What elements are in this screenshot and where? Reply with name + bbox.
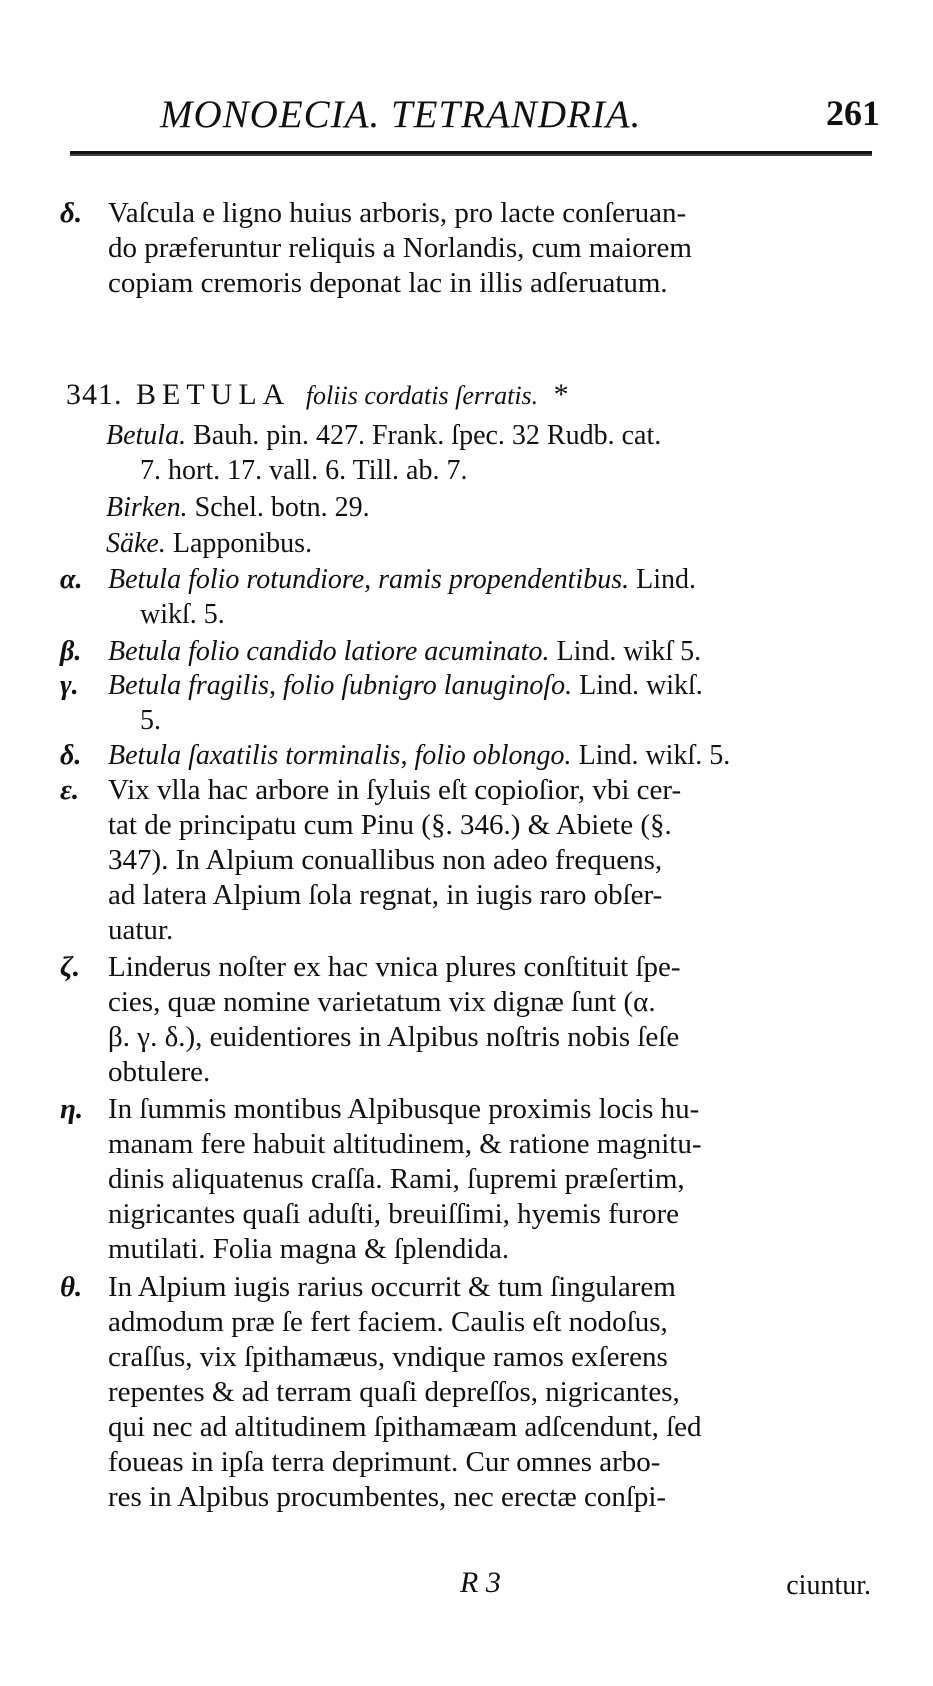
species-number: 341. — [66, 378, 123, 411]
paragraph-text — [108, 773, 880, 948]
text-line: uatur. — [108, 914, 174, 946]
text-line: repentes & ad terram quaſi depreſſos, nigricantes, — [108, 1376, 680, 1408]
variety-name: Betula folio rotundiore, ramis propendentibus. — [108, 564, 630, 595]
variety-ref: Lind. wikſ. — [579, 670, 703, 701]
note-paragraph — [60, 1092, 880, 1267]
text-line: Vaſcula e ligno huius arboris, pro lacte conſeruan- — [108, 197, 687, 229]
text-line: foueas in ipſa terra deprimunt. Cur omnes arbo- — [108, 1446, 661, 1478]
variety-ref: Lind. — [636, 564, 696, 595]
variety-ref: Lind. wikſ 5. — [556, 636, 702, 667]
variety-name: Betula ſaxatilis torminalis, folio oblongo. — [108, 740, 572, 771]
text-line: ad latera Alpium ſola regnat, in iugis raro obſer- — [108, 879, 663, 911]
text-line: manam fere habuit altitudinem, & ratione magnitu- — [108, 1128, 702, 1160]
text-line: nigricantes quaſi aduſti, breuiſſimi, hyemis furore — [108, 1198, 679, 1230]
variety-marker: α. — [60, 564, 83, 595]
header-rule — [70, 151, 872, 156]
variety-name: Betula folio candido latiore acuminato. — [108, 636, 550, 667]
text-line: craſſus, vix ſpithamæus, vndique ramos exſerens — [108, 1341, 668, 1373]
intro-paragraph — [60, 196, 880, 301]
text-line: admodum præ ſe fert faciem. Caulis eſt nodoſus, — [108, 1306, 668, 1338]
synonym-name: Betula. — [106, 420, 187, 451]
text-line: qui nec ad altitudinem ſpithamæam adſcendunt, ſed — [108, 1411, 702, 1443]
species-heading — [66, 378, 886, 412]
variety-marker: β. — [60, 636, 82, 667]
genus-name: BETULA — [136, 378, 291, 411]
text-line: Linderus noſter ex hac vnica plures conſtituit ſpe- — [108, 951, 681, 983]
star-mark: * — [553, 378, 569, 411]
synonym-ref: Bauh. pin. 427. Frank. ſpec. 32 Rudb. cat. — [193, 420, 662, 451]
paragraph-marker: θ. — [60, 1271, 83, 1303]
catchword: ciuntur. — [786, 1570, 871, 1601]
text-line: copiam cremoris deponat lac in illis adſeruatum. — [108, 267, 668, 299]
synonym-line — [106, 418, 866, 453]
text-line: res in Alpibus procumbentes, nec erectæ conſpi- — [108, 1481, 667, 1513]
synonym-line — [106, 526, 866, 561]
synonym-name: Birken. — [106, 492, 188, 523]
page-header — [60, 92, 880, 142]
synonym-ref: Lapponibus. — [172, 528, 313, 559]
paragraph-text — [108, 196, 880, 301]
page-number: 261 — [826, 93, 880, 133]
text-line: dinis aliquatenus craſſa. Rami, ſupremi præſertim, — [108, 1163, 685, 1195]
variety-marker: δ. — [60, 740, 82, 771]
variety-ref-cont: 5. — [140, 705, 161, 736]
paragraph-text — [108, 1270, 880, 1515]
note-paragraph — [60, 1270, 880, 1515]
variety-ref-cont: wikſ. 5. — [140, 599, 225, 630]
variety-name: Betula fragilis, folio ſubnigro lanuginoſo. — [108, 670, 573, 701]
variety-marker: γ. — [60, 670, 79, 701]
paragraph-text — [108, 950, 880, 1090]
variety-ref: Lind. wikſ. 5. — [578, 740, 731, 771]
signature-mark: R 3 — [460, 1566, 501, 1599]
text-line: In Alpium iugis rarius occurrit & tum ſingularem — [108, 1271, 676, 1303]
text-line: Vix vlla hac arbore in ſyluis eſt copioſior, vbi cer- — [108, 774, 682, 806]
text-line: obtulere. — [108, 1056, 211, 1088]
synonym-line — [140, 453, 900, 488]
text-line: 347). In Alpium conuallibus non adeo frequens, — [108, 844, 663, 876]
text-line: do præferuntur reliquis a Norlandis, cum maiorem — [108, 232, 692, 264]
paragraph-text — [108, 1092, 880, 1267]
note-paragraph — [60, 950, 880, 1090]
paragraph-marker: δ. — [60, 197, 83, 229]
synonym-ref: Schel. botn. 29. — [194, 492, 370, 523]
text-line: β. γ. δ.), euidentiores in Alpibus noſtris nobis ſeſe — [108, 1021, 680, 1053]
synonym-name: Säke. — [106, 528, 166, 559]
text-line: mutilati. Folia magna & ſplendida. — [108, 1233, 510, 1265]
species-diagnosis: foliis cordatis ſerratis. — [305, 381, 539, 410]
note-paragraph — [60, 773, 880, 948]
text-line: In ſummis montibus Alpibusque proximis locis hu- — [108, 1093, 700, 1125]
synonym-ref: 7. hort. 17. vall. 6. Till. ab. 7. — [140, 455, 468, 486]
text-line: cies, quæ nomine varietatum vix dignæ ſunt (α. — [108, 986, 656, 1018]
synonym-line — [106, 490, 866, 525]
text-line: tat de principatu cum Pinu (§. 346.) & Abiete (§. — [108, 809, 672, 841]
paragraph-marker: ε. — [60, 774, 80, 806]
paragraph-marker: η. — [60, 1093, 84, 1125]
running-title: MONOECIA. TETRANDRIA. — [160, 93, 642, 136]
paragraph-marker: ζ. — [60, 951, 81, 983]
